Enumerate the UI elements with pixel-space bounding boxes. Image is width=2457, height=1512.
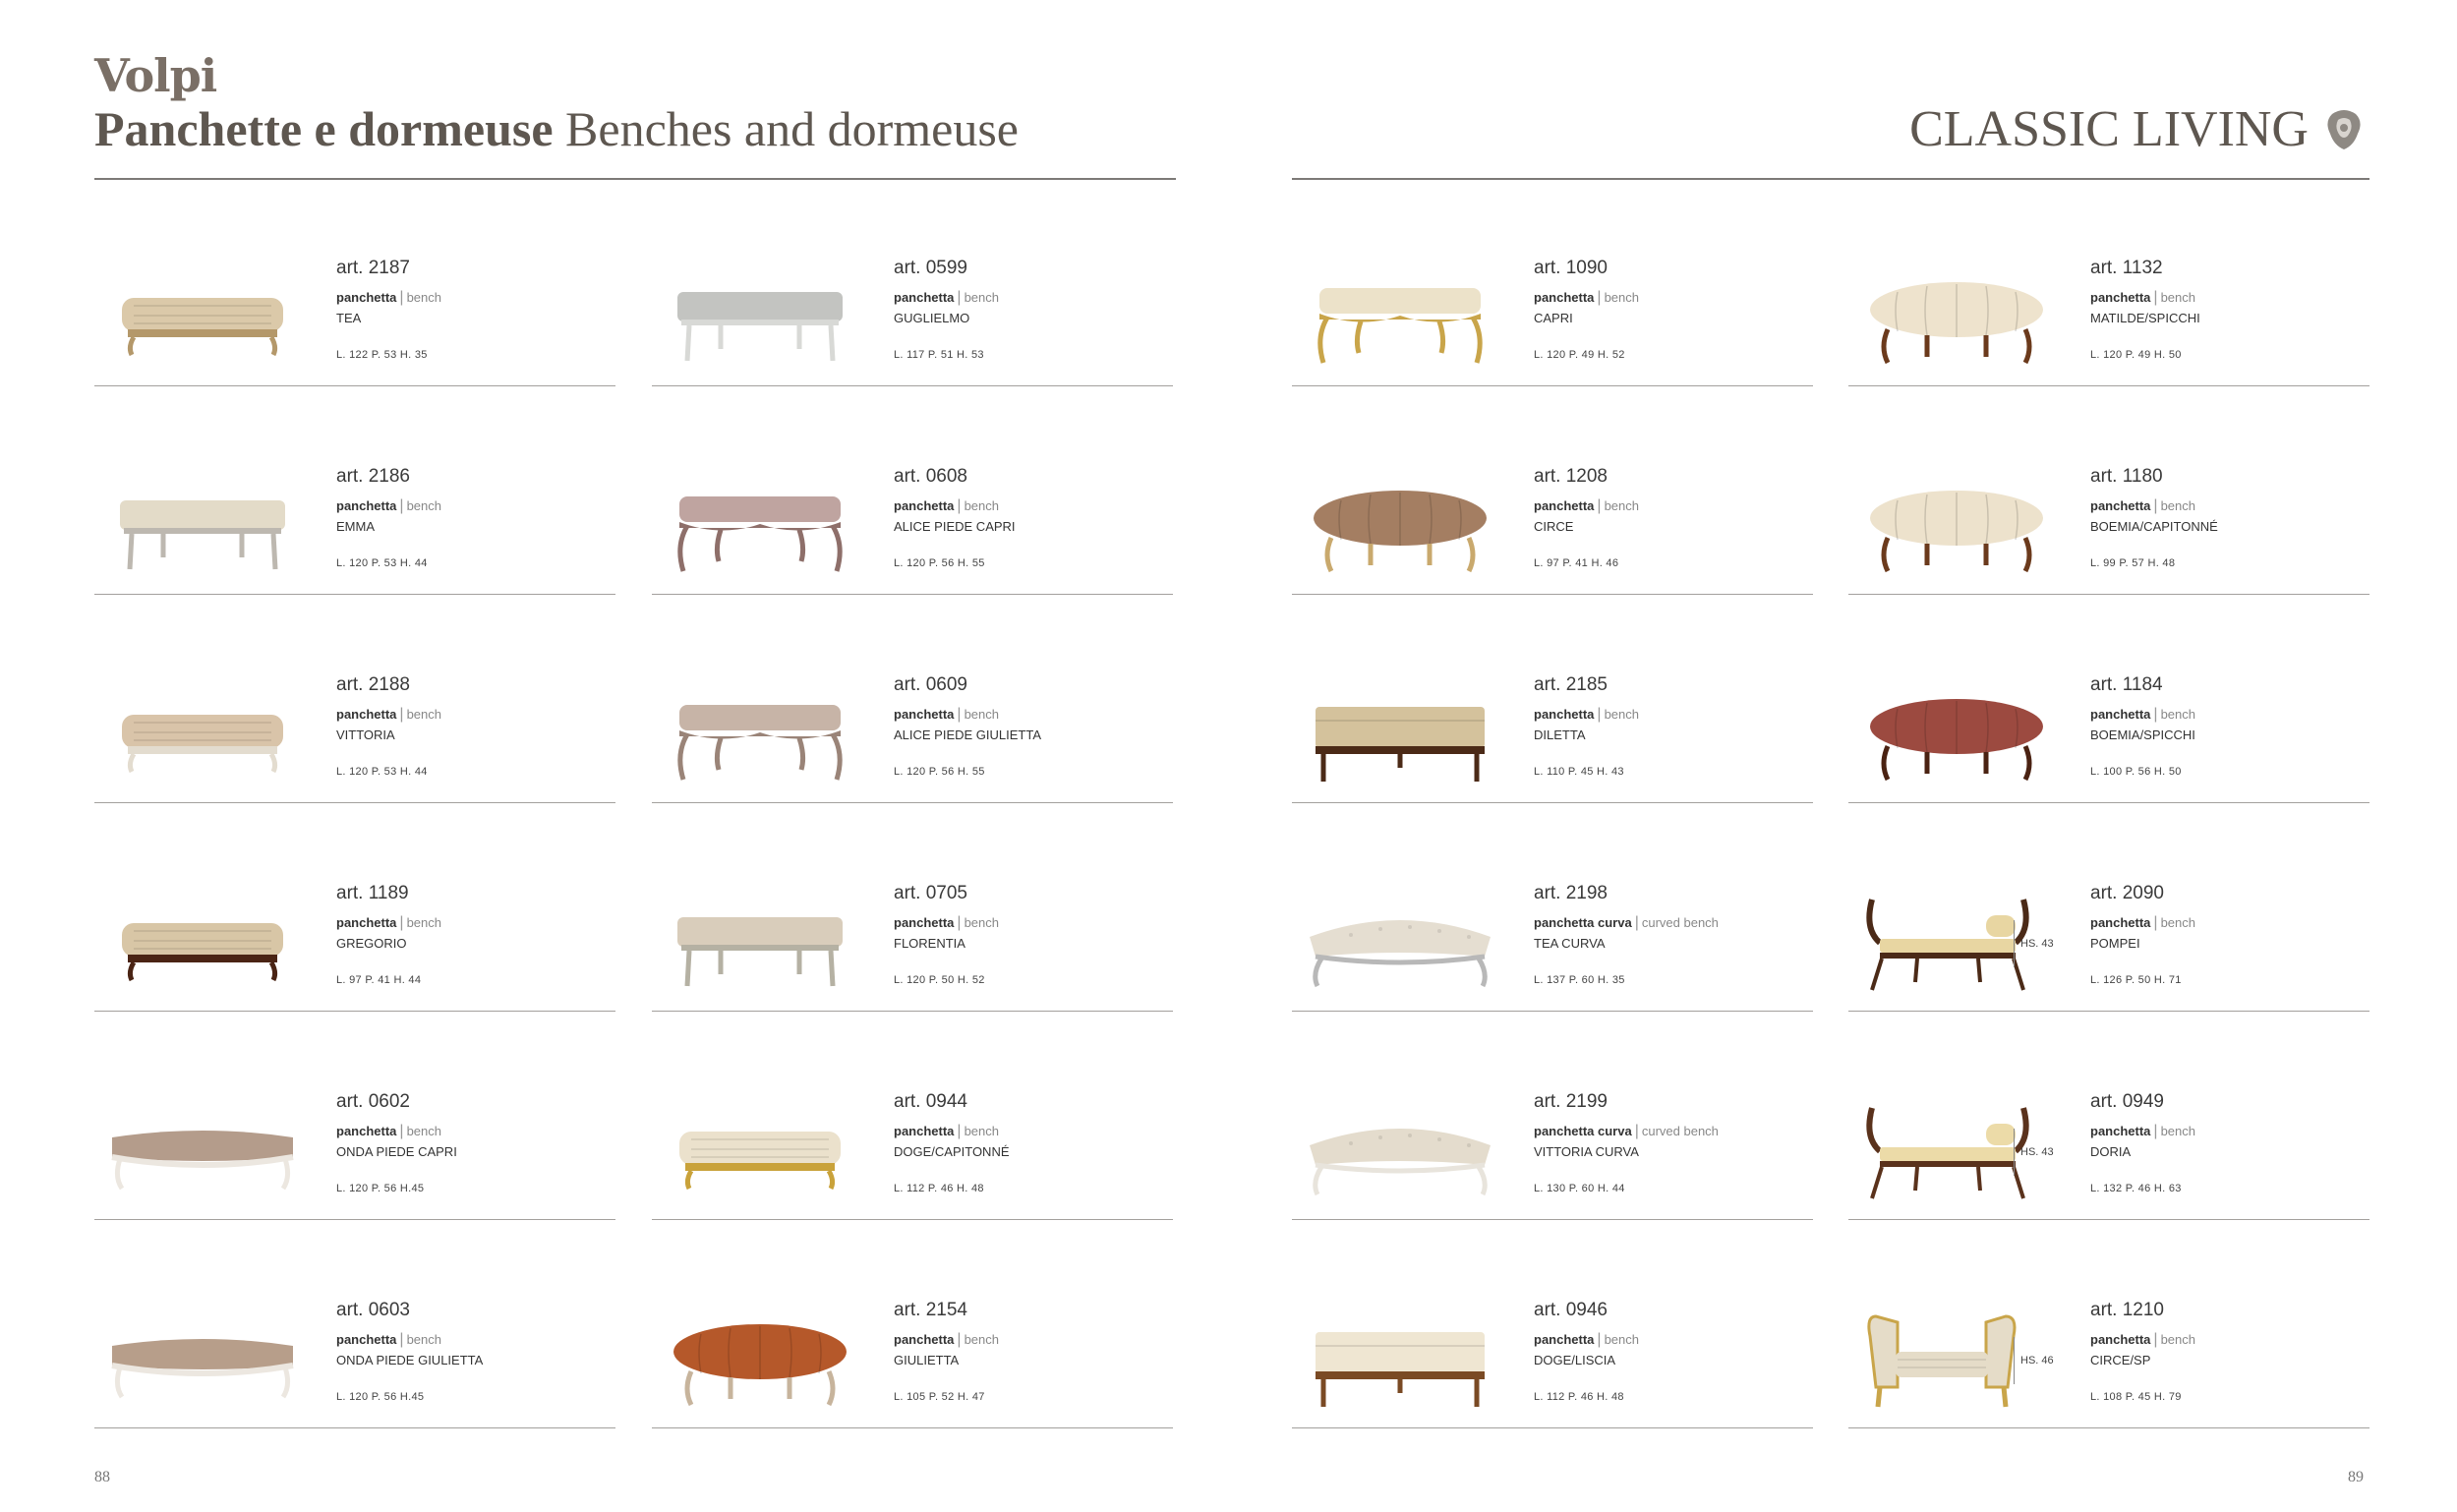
type-english: curved bench — [1641, 915, 1719, 930]
dimensions: L. 97 P. 41 H. 44 — [336, 974, 422, 986]
collection-brand — [1909, 100, 2364, 158]
article-number: art. 0944 — [894, 1091, 967, 1112]
type-separator: | — [1597, 1331, 1602, 1348]
type-italian: panchetta — [2090, 915, 2151, 930]
model-name: BOEMIA/CAPITONNÉ — [2090, 519, 2218, 534]
model-name: CIRCE/SP — [2090, 1353, 2151, 1367]
product-card — [1848, 236, 2369, 386]
product-card — [1292, 861, 1813, 1012]
type-separator: | — [1597, 289, 1602, 306]
article-number: art. 0705 — [894, 883, 967, 903]
product-info — [1534, 258, 1809, 361]
article-number: art. 0949 — [2090, 1091, 2164, 1112]
model-name: ONDA PIEDE GIULIETTA — [336, 1353, 484, 1367]
type-separator: | — [2153, 1123, 2158, 1139]
product-card — [652, 236, 1173, 386]
article-number: art. 2199 — [1534, 1091, 1608, 1112]
bench-illustration — [1302, 1297, 1498, 1415]
product-info — [2090, 674, 2366, 778]
dimensions: L. 97 P. 41 H. 46 — [1534, 557, 1619, 569]
model-name: DOGE/LISCIA — [1534, 1353, 1616, 1367]
type-separator: | — [957, 706, 962, 723]
page-number-left: 88 — [94, 1469, 110, 1485]
bench-illustration — [662, 463, 858, 581]
product-image — [94, 458, 311, 586]
model-name: ONDA PIEDE CAPRI — [336, 1144, 457, 1159]
type-english: bench — [2160, 1124, 2195, 1138]
product-info — [2090, 258, 2366, 361]
type-italian: panchetta — [894, 498, 955, 513]
type-italian: panchetta — [2090, 707, 2151, 722]
type-separator: | — [1634, 914, 1639, 931]
product-type — [2090, 706, 2366, 724]
article-number: art. 2198 — [1534, 883, 1608, 903]
type-separator: | — [957, 497, 962, 514]
type-english: bench — [964, 1124, 999, 1138]
product-image — [1292, 250, 1508, 378]
product-image — [652, 1292, 868, 1420]
header-rule-right — [1292, 178, 2369, 180]
product-info — [2090, 466, 2366, 569]
product-type — [1534, 289, 1809, 307]
model-name: DILETTA — [1534, 727, 1586, 742]
product-info — [1534, 466, 1809, 569]
product-info — [2090, 1091, 2366, 1194]
type-separator: | — [2153, 1331, 2158, 1348]
dimensions: L. 120 P. 50 H. 52 — [894, 974, 985, 986]
bench-illustration — [1302, 671, 1498, 789]
dimensions: L. 100 P. 56 H. 50 — [2090, 766, 2182, 778]
page-title — [94, 100, 1019, 157]
product-card — [94, 1278, 615, 1428]
product-type — [894, 1123, 1169, 1140]
model-name: CAPRI — [1534, 311, 1573, 325]
model-name: TEA CURVA — [1534, 936, 1606, 951]
product-card — [94, 1070, 615, 1220]
product-info — [1534, 883, 1809, 986]
model-name: EMMA — [336, 519, 375, 534]
type-english: bench — [964, 498, 999, 513]
bench-illustration — [104, 1088, 301, 1206]
dimensions: L. 120 P. 56 H. 55 — [894, 557, 985, 569]
type-separator: | — [2153, 914, 2158, 931]
type-english: bench — [964, 290, 999, 305]
dimensions: L. 137 P. 60 H. 35 — [1534, 974, 1625, 986]
type-separator: | — [1597, 497, 1602, 514]
product-info — [336, 883, 612, 986]
product-image — [652, 875, 868, 1003]
dimensions: L. 120 P. 53 H. 44 — [336, 557, 428, 569]
type-english: bench — [1604, 290, 1639, 305]
dimensions: L. 130 P. 60 H. 44 — [1534, 1183, 1625, 1194]
model-name: CIRCE — [1534, 519, 1574, 534]
product-type — [336, 497, 612, 515]
product-type — [336, 914, 612, 932]
type-english: bench — [2160, 707, 2195, 722]
product-card — [94, 444, 615, 595]
type-italian: panchetta — [894, 915, 955, 930]
article-number: art. 2188 — [336, 674, 410, 695]
product-type — [2090, 497, 2366, 515]
type-italian: panchetta curva — [1534, 1124, 1632, 1138]
bench-illustration — [1858, 463, 2055, 581]
product-grid — [0, 236, 2457, 1435]
type-separator: | — [957, 1123, 962, 1139]
product-card — [1292, 1070, 1813, 1220]
product-card — [1292, 236, 1813, 386]
product-image — [652, 250, 868, 378]
article-number: art. 0599 — [894, 258, 967, 278]
product-card — [652, 1278, 1173, 1428]
seal-icon — [2324, 108, 2364, 151]
bench-illustration — [104, 255, 301, 373]
type-separator: | — [957, 914, 962, 931]
type-english: bench — [2160, 498, 2195, 513]
product-type — [336, 1331, 612, 1349]
dimensions: L. 126 P. 50 H. 71 — [2090, 974, 2182, 986]
type-separator: | — [399, 289, 404, 306]
dimensions: L. 120 P. 49 H. 52 — [1534, 349, 1625, 361]
product-card — [1848, 444, 2369, 595]
product-info — [1534, 1091, 1809, 1194]
model-name: BOEMIA/SPICCHI — [2090, 727, 2195, 742]
bench-illustration — [1302, 1088, 1498, 1206]
page-number-right: 89 — [2348, 1469, 2364, 1485]
type-separator: | — [957, 1331, 962, 1348]
type-italian: panchetta — [1534, 707, 1595, 722]
product-card — [94, 236, 615, 386]
product-type — [336, 1123, 612, 1140]
bench-illustration — [1858, 671, 2055, 789]
type-italian: panchetta — [2090, 1332, 2151, 1347]
type-italian: panchetta — [1534, 498, 1595, 513]
product-image — [1292, 1083, 1508, 1211]
type-separator: | — [399, 1331, 404, 1348]
article-number: art. 0609 — [894, 674, 967, 695]
bench-illustration — [1302, 463, 1498, 581]
type-separator: | — [399, 1123, 404, 1139]
type-separator: | — [1597, 706, 1602, 723]
type-english: bench — [406, 498, 441, 513]
product-image — [1848, 458, 2065, 586]
type-english: bench — [2160, 915, 2195, 930]
type-italian: panchetta — [336, 1124, 397, 1138]
product-type — [1534, 914, 1809, 932]
type-english: bench — [406, 1332, 441, 1347]
product-info — [2090, 1300, 2366, 1403]
product-type — [1534, 1331, 1809, 1349]
product-info — [894, 1300, 1169, 1403]
product-type — [894, 914, 1169, 932]
product-card — [94, 861, 615, 1012]
type-english: bench — [406, 1124, 441, 1138]
product-type — [894, 497, 1169, 515]
bench-illustration — [104, 880, 301, 998]
product-type — [336, 289, 612, 307]
product-image — [652, 1083, 868, 1211]
type-italian: panchetta — [2090, 290, 2151, 305]
type-english: curved bench — [1641, 1124, 1719, 1138]
type-italian: panchetta — [2090, 1124, 2151, 1138]
product-image — [1292, 875, 1508, 1003]
dimensions: L. 120 P. 56 H.45 — [336, 1391, 425, 1403]
article-number: art. 2154 — [894, 1300, 967, 1320]
type-english: bench — [2160, 290, 2195, 305]
type-separator: | — [957, 289, 962, 306]
article-number: art. 1189 — [336, 883, 409, 903]
dimensions: L. 112 P. 46 H. 48 — [1534, 1391, 1624, 1403]
article-number: art. 1208 — [1534, 466, 1608, 487]
type-italian: panchetta — [1534, 1332, 1595, 1347]
type-english: bench — [1604, 707, 1639, 722]
type-separator: | — [399, 497, 404, 514]
product-info — [2090, 883, 2366, 986]
type-italian: panchetta — [894, 707, 955, 722]
bench-illustration — [662, 1088, 858, 1206]
bench-illustration — [662, 255, 858, 373]
type-separator: | — [399, 914, 404, 931]
dimensions: L. 132 P. 46 H. 63 — [2090, 1183, 2182, 1194]
article-number: art. 1132 — [2090, 258, 2163, 278]
seat-height-note: HS. 46 — [2014, 1337, 2054, 1384]
model-name: VITTORIA CURVA — [1534, 1144, 1639, 1159]
type-separator: | — [2153, 497, 2158, 514]
product-type — [2090, 1123, 2366, 1140]
product-image — [94, 875, 311, 1003]
product-card — [652, 444, 1173, 595]
product-card — [652, 653, 1173, 803]
article-number: art. 2185 — [1534, 674, 1608, 695]
dimensions: L. 120 P. 56 H. 55 — [894, 766, 985, 778]
bench-illustration — [104, 1297, 301, 1415]
article-number: art. 1210 — [2090, 1300, 2164, 1320]
product-image — [94, 1083, 311, 1211]
model-name: TEA — [336, 311, 362, 325]
dimensions: L. 112 P. 46 H. 48 — [894, 1183, 984, 1194]
product-info — [336, 466, 612, 569]
article-number: art. 1090 — [1534, 258, 1608, 278]
type-italian: panchetta — [894, 290, 955, 305]
type-italian: panchetta — [336, 915, 397, 930]
dimensions: L. 108 P. 45 H. 79 — [2090, 1391, 2182, 1403]
collection-name: CLASSIC LIVING — [1909, 101, 2309, 157]
seat-height-note: HS. 43 — [2014, 1129, 2054, 1176]
bench-illustration — [1302, 255, 1498, 373]
product-type — [2090, 289, 2366, 307]
brand-logo: Volpi — [94, 49, 217, 102]
product-image — [1292, 667, 1508, 794]
article-number: art. 0602 — [336, 1091, 410, 1112]
article-number: art. 1184 — [2090, 674, 2163, 695]
dimensions: L. 117 P. 51 H. 53 — [894, 349, 984, 361]
type-english: bench — [406, 915, 441, 930]
product-image — [1848, 250, 2065, 378]
model-name: DORIA — [2090, 1144, 2132, 1159]
model-name: ALICE PIEDE CAPRI — [894, 519, 1016, 534]
product-image — [94, 1292, 311, 1420]
title-italian: Panchette e dormeuse — [94, 101, 554, 156]
article-number: art. 2090 — [2090, 883, 2164, 903]
bench-illustration — [1858, 255, 2055, 373]
product-image — [1848, 667, 2065, 794]
type-english: bench — [1604, 1332, 1639, 1347]
type-english: bench — [964, 915, 999, 930]
product-type — [1534, 497, 1809, 515]
product-type — [894, 706, 1169, 724]
product-card — [1848, 861, 2369, 1012]
bench-illustration — [104, 463, 301, 581]
product-info — [336, 1091, 612, 1194]
product-card — [1292, 1278, 1813, 1428]
type-separator: | — [2153, 706, 2158, 723]
product-card — [1292, 653, 1813, 803]
type-italian: panchetta — [336, 1332, 397, 1347]
product-card — [1848, 1070, 2369, 1220]
product-info — [894, 883, 1169, 986]
type-italian: panchetta — [894, 1332, 955, 1347]
product-info — [336, 1300, 612, 1403]
bench-illustration — [662, 1297, 858, 1415]
dimensions: L. 120 P. 56 H.45 — [336, 1183, 425, 1194]
type-italian: panchetta — [336, 707, 397, 722]
product-info — [894, 466, 1169, 569]
type-english: bench — [964, 1332, 999, 1347]
product-info — [1534, 1300, 1809, 1403]
model-name: POMPEI — [2090, 936, 2140, 951]
type-separator: | — [399, 706, 404, 723]
type-english: bench — [1604, 498, 1639, 513]
product-info — [894, 1091, 1169, 1194]
seat-height-note: HS. 43 — [2014, 920, 2054, 967]
article-number: art. 2186 — [336, 466, 410, 487]
product-image — [652, 667, 868, 794]
product-type — [894, 1331, 1169, 1349]
product-card — [652, 861, 1173, 1012]
product-card — [1848, 653, 2369, 803]
product-info — [894, 674, 1169, 778]
product-info — [336, 674, 612, 778]
dimensions: L. 120 P. 53 H. 44 — [336, 766, 428, 778]
product-info — [1534, 674, 1809, 778]
type-italian: panchetta — [1534, 290, 1595, 305]
article-number: art. 0608 — [894, 466, 967, 487]
dimensions: L. 122 P. 53 H. 35 — [336, 349, 428, 361]
type-english: bench — [406, 290, 441, 305]
type-separator: | — [2153, 289, 2158, 306]
article-number: art. 0946 — [1534, 1300, 1608, 1320]
model-name: GREGORIO — [336, 936, 407, 951]
bench-illustration — [1302, 880, 1498, 998]
model-name: MATILDE/SPICCHI — [2090, 311, 2200, 325]
product-info — [336, 258, 612, 361]
type-english: bench — [2160, 1332, 2195, 1347]
type-english: bench — [964, 707, 999, 722]
product-card — [1292, 444, 1813, 595]
header-rule-left — [94, 178, 1176, 180]
type-english: bench — [406, 707, 441, 722]
product-type — [336, 706, 612, 724]
product-card — [94, 653, 615, 803]
article-number: art. 2187 — [336, 258, 410, 278]
model-name: FLORENTIA — [894, 936, 965, 951]
product-type — [1534, 1123, 1809, 1140]
article-number: art. 1180 — [2090, 466, 2163, 487]
product-image — [1292, 1292, 1508, 1420]
model-name: DOGE/CAPITONNÉ — [894, 1144, 1010, 1159]
model-name: GIULIETTA — [894, 1353, 960, 1367]
product-image — [1292, 458, 1508, 586]
type-italian: panchetta curva — [1534, 915, 1632, 930]
model-name: GUGLIELMO — [894, 311, 970, 325]
model-name: ALICE PIEDE GIULIETTA — [894, 727, 1042, 742]
bench-illustration — [662, 671, 858, 789]
type-separator: | — [1634, 1123, 1639, 1139]
product-image — [94, 667, 311, 794]
type-italian: panchetta — [336, 498, 397, 513]
product-image — [652, 458, 868, 586]
product-type — [2090, 1331, 2366, 1349]
bench-illustration — [662, 880, 858, 998]
product-type — [2090, 914, 2366, 932]
type-italian: panchetta — [2090, 498, 2151, 513]
title-english: Benches and dormeuse — [565, 101, 1019, 156]
article-number: art. 0603 — [336, 1300, 410, 1320]
product-card — [1848, 1278, 2369, 1428]
type-italian: panchetta — [894, 1124, 955, 1138]
product-type — [894, 289, 1169, 307]
product-type — [1534, 706, 1809, 724]
dimensions: L. 120 P. 49 H. 50 — [2090, 349, 2182, 361]
product-image — [94, 250, 311, 378]
product-card — [652, 1070, 1173, 1220]
model-name: VITTORIA — [336, 727, 395, 742]
product-info — [894, 258, 1169, 361]
bench-illustration — [104, 671, 301, 789]
dimensions: L. 99 P. 57 H. 48 — [2090, 557, 2176, 569]
dimensions: L. 105 P. 52 H. 47 — [894, 1391, 985, 1403]
type-italian: panchetta — [336, 290, 397, 305]
dimensions: L. 110 P. 45 H. 43 — [1534, 766, 1624, 778]
